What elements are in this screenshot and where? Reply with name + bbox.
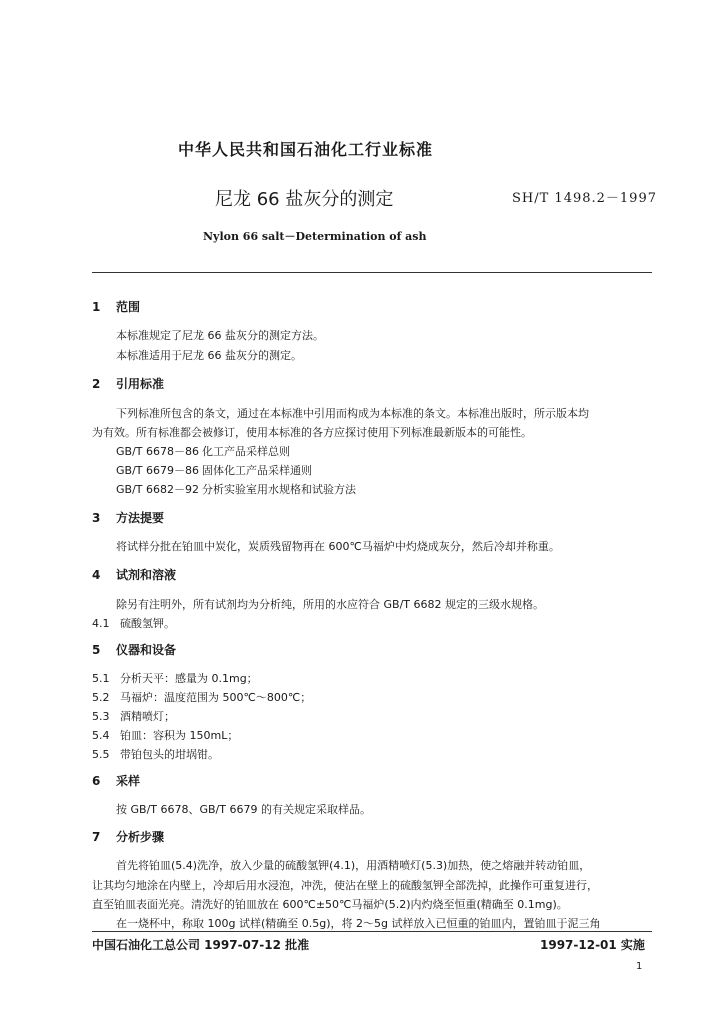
issuing-authority-header: 中华人民共和国石油化工行业标准 xyxy=(178,140,434,159)
section-7-line-1: 首先将铂皿(5.4)洗净，放入少量的硫酸氢钾(4.1)，用酒精喷灯(5.3)加热，使之熔融并转动铂皿， xyxy=(116,859,591,872)
reference-item: GB/T 6682－92 分析实验室用水规格和试验方法 xyxy=(116,483,356,496)
section-7-line-4: 在一烧杯中，称取 100g 试样(精确至 0.5g)，将 2～5g 试样放入已恒重的铂皿内，置铂皿于泥三角 xyxy=(116,917,601,930)
equipment-item: 5.1 分析天平：感量为 0.1mg； xyxy=(92,672,258,685)
standard-number: SH/T 1498.2－1997 xyxy=(512,191,657,206)
section-3-text: 将试样分批在铂皿中炭化，炭质残留物再在 600℃马福炉中灼烧成灰分，然后冷却并称重。 xyxy=(116,540,560,553)
footer-divider xyxy=(92,931,652,932)
page-number: 1 xyxy=(636,961,643,972)
header-divider xyxy=(92,272,652,273)
equipment-item: 5.2 马福炉：温度范围为 500℃～800℃； xyxy=(92,691,312,704)
implementation-date: 1997-12-01 实施 xyxy=(540,938,645,952)
section-1-line-2: 本标准适用于尼龙 66 盐灰分的测定。 xyxy=(116,349,302,362)
document-title: 尼龙 66 盐灰分的测定 xyxy=(215,189,394,210)
section-1-heading: 1 范围 xyxy=(92,300,141,314)
section-4-heading: 4 试剂和溶液 xyxy=(92,568,177,582)
approval-date: 中国石油化工总公司 1997-07-12 批准 xyxy=(92,938,310,952)
section-1-line-1: 本标准规定了尼龙 66 盐灰分的测定方法。 xyxy=(116,329,324,342)
section-7-line-3: 直至铂皿表面光亮。清洗好的铂皿放在 600℃±50℃马福炉(5.2)内灼烧至恒重(精确至 0.1mg)。 xyxy=(92,898,568,911)
section-7-heading: 7 分析步骤 xyxy=(92,830,165,844)
section-3-heading: 3 方法提要 xyxy=(92,511,165,525)
equipment-item: 5.4 铂皿：容积为 150mL； xyxy=(92,729,239,742)
reference-item: GB/T 6679－86 固体化工产品采样通则 xyxy=(116,464,312,477)
section-2-heading: 2 引用标准 xyxy=(92,377,165,391)
equipment-item: 5.5 带铂包头的坩埚钳。 xyxy=(92,748,219,761)
section-2-line-2: 为有效。所有标准都会被修订，使用本标准的各方应探讨使用下列标准最新版本的可能性。 xyxy=(92,426,532,439)
reference-item: GB/T 6678－86 化工产品采样总则 xyxy=(116,445,290,458)
english-title: Nylon 66 salt－Determination of ash xyxy=(203,230,427,243)
section-7-line-2: 让其均匀地涂在内壁上，冷却后用水浸泡，冲洗，使沾在壁上的硫酸氢钾全部洗掉，此操作可重复进行， xyxy=(92,879,598,892)
section-6-heading: 6 采样 xyxy=(92,774,141,788)
section-5-heading: 5 仪器和设备 xyxy=(92,643,177,657)
section-2-line-1: 下列标准所包含的条文，通过在本标准中引用而构成为本标准的条文。本标准出版时，所示版本均 xyxy=(116,407,589,420)
equipment-item: 5.3 酒精喷灯； xyxy=(92,710,175,723)
section-6-text: 按 GB/T 6678、GB/T 6679 的有关规定采取样品。 xyxy=(116,803,371,816)
section-4-item: 4.1 硫酸氢钾。 xyxy=(92,617,175,630)
section-4-text: 除另有注明外，所有试剂均为分析纯，所用的水应符合 GB/T 6682 规定的三级水规格。 xyxy=(116,598,544,611)
